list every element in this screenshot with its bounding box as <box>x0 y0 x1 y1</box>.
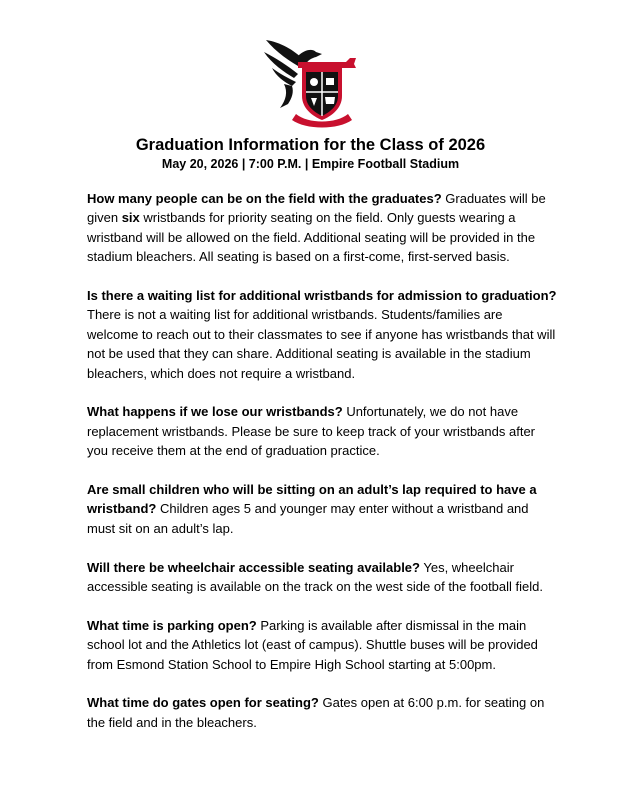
faq-answer: Graduates will be given <box>87 191 546 226</box>
faq-item <box>87 286 557 383</box>
faq-question: How many people can be on the field with the graduates? <box>87 191 442 206</box>
faq-item <box>87 693 557 732</box>
faq-item <box>87 402 557 460</box>
event-details: May 20, 2026 | 7:00 P.M. | Empire Football Stadium <box>161 157 460 171</box>
raven-crest-logo <box>258 34 362 130</box>
faq-question: What time do gates open for seating? <box>87 695 319 711</box>
faq-item <box>87 616 557 674</box>
faq-item <box>87 480 557 538</box>
page-title: Graduation Information for the Class of 2026 <box>135 136 486 154</box>
faq-question: What time is parking open? <box>87 617 257 633</box>
raven-crest-icon <box>258 34 362 130</box>
faq-answer: Parking is available after dismissal in the main school lot and the Athletics lot (east of campus). Shuttle buses will be provided from Esmond Station School to Empire High School starting at 5:00pm. <box>87 617 538 672</box>
faq-question: Will there be wheelchair accessible seating available? <box>87 559 420 575</box>
faq-item <box>87 189 557 267</box>
faq-answer: There is not a waiting list for additional wristbands. Students/families are welcome to reach out to their classmates to see if anyone has wristbands that will not be used that they can share. Additional seating is available in the stadium bleachers, which does not require a wristband. <box>87 307 556 381</box>
faq-question: Is there a waiting list for additional wristbands for admission to graduation? <box>87 288 557 304</box>
faq-answer: Yes, wheelchair accessible seating is available on the track on the west side of the football field. <box>87 559 543 595</box>
faq-answer: Unfortunately, we do not have replacement wristbands. Please be sure to keep track of your wristbands after you receive them at the end of graduation practice. <box>87 404 535 459</box>
faq-question: What happens if we lose our wristbands? <box>87 404 343 420</box>
faq-item <box>87 558 557 597</box>
faq-answer-emphasis: six <box>121 210 140 226</box>
faq-answer: Children ages 5 and younger may enter without a wristband and must sit on an adult’s lap. <box>87 501 529 536</box>
faq-question: Are small children who will be sitting on an adult’s lap required to have a wristband? <box>87 482 537 517</box>
faq-answer: Gates open at 6:00 p.m. for seating on the field and in the bleachers. <box>87 695 545 730</box>
faq-list <box>87 189 557 752</box>
faq-answer: wristbands for priority seating on the field. Only guests wearing a wristband will be allowed on the field. Additional seating will be provided in the stadium bleachers. All seating is based on a first-come, first-served basis. <box>87 210 536 265</box>
